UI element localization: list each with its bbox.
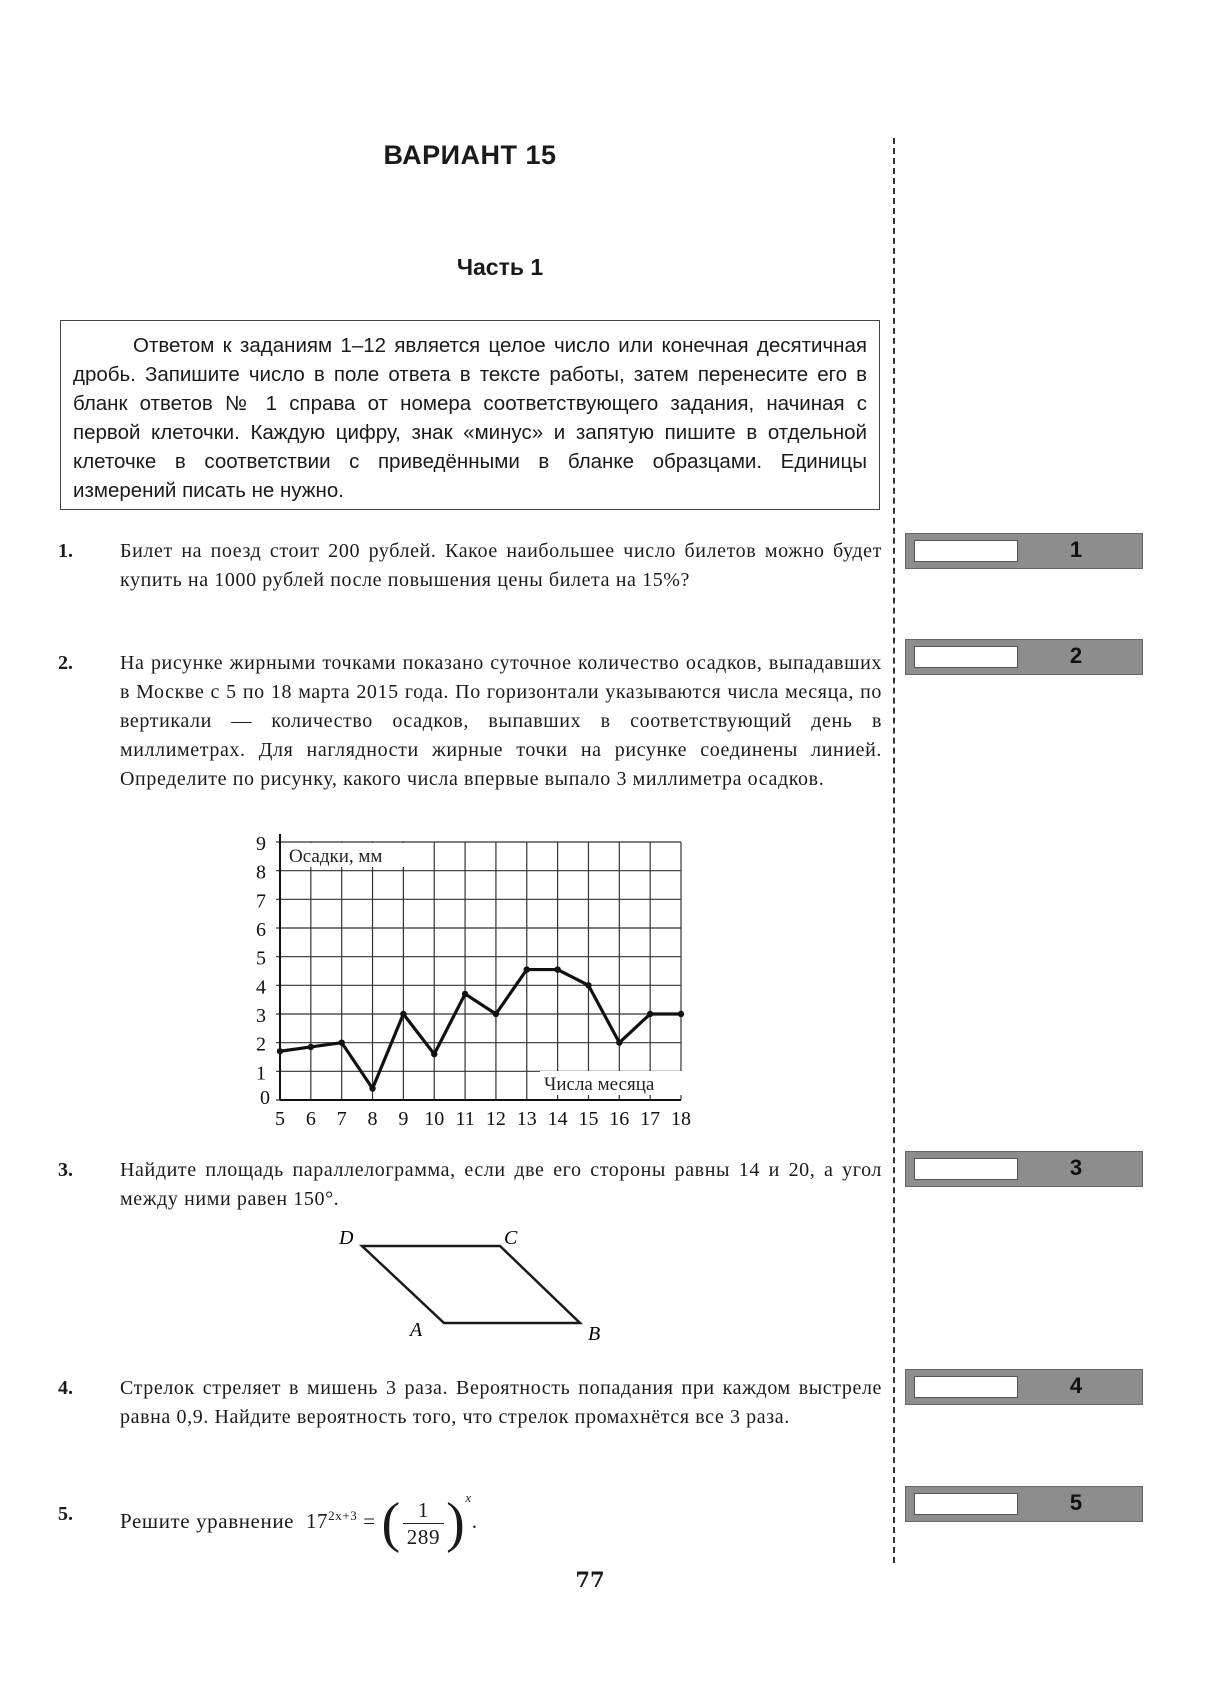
y-tick-label: 8: [256, 861, 266, 884]
task-5-equation: [120, 1490, 478, 1555]
x-tick-label: 12: [485, 1108, 506, 1130]
parallelogram-figure: [330, 1220, 620, 1345]
answer-field-3[interactable]: [914, 1158, 1018, 1180]
x-tick-label: 18: [671, 1108, 691, 1130]
equation-period: .: [471, 1509, 478, 1533]
answer-field-2[interactable]: [914, 646, 1018, 668]
answer-field-5[interactable]: [914, 1493, 1018, 1515]
y-tick-label: 0: [260, 1087, 270, 1109]
part-title: Часть 1: [456, 254, 544, 280]
page-number: 77: [575, 1567, 605, 1592]
task-2-text: На рисунке жирными точками показано суточное количество осадков, выпадавших в Москве с 5 по 18 марта 2015 года. По горизонтали указываются числа месяца, по вертикали — количество осадков, выпавших в соответствующий день в миллиметрах. Для наглядности жирные точки на рисунке соединены линией. Определите по рисунку, какого числа впервые выпало 3 миллиметра осадков.: [120, 652, 882, 790]
vertex-c-label: C: [504, 1227, 518, 1249]
task-4-number: 4.: [58, 1377, 73, 1399]
data-point: [678, 1011, 684, 1017]
data-point: [431, 1051, 437, 1057]
answer-label-1: 1: [1069, 537, 1083, 562]
y-tick-label: 9: [256, 833, 266, 855]
task-2-number: 2.: [58, 652, 73, 674]
equation-base: 17: [305, 1509, 329, 1533]
task-1-number: 1.: [58, 540, 73, 562]
y-tick-label: 4: [256, 976, 266, 999]
y-tick-label: 5: [256, 947, 266, 970]
answer-label-2: 2: [1069, 643, 1083, 668]
answer-box-5: [905, 1486, 1143, 1522]
left-paren: (: [381, 1492, 401, 1555]
precipitation-chart: [230, 830, 700, 1130]
data-point: [277, 1048, 283, 1054]
fraction-denominator: 289: [406, 1524, 441, 1549]
task-5-number: 5.: [58, 1503, 73, 1525]
data-point: [400, 1011, 406, 1017]
y-tick-label: 6: [256, 919, 266, 941]
variant-title: ВАРИАНТ 15: [383, 140, 557, 170]
y-tick-label: 3: [256, 1005, 266, 1027]
x-axis-label: Числа месяца: [544, 1074, 655, 1095]
x-tick-label: 16: [609, 1108, 630, 1130]
y-tick-label: 1: [256, 1062, 266, 1085]
data-point: [462, 991, 468, 997]
rhs-exponent: x: [465, 1490, 472, 1505]
x-tick-label: 9: [398, 1108, 409, 1130]
data-point: [647, 1011, 653, 1017]
task-3-number: 3.: [58, 1159, 73, 1181]
vertex-d-label: D: [339, 1227, 354, 1249]
fraction-numerator: 1: [403, 1497, 444, 1524]
answer-box-3: [905, 1151, 1143, 1187]
task-5-prefix: Решите уравнение: [120, 1509, 295, 1533]
x-tick-label: 11: [455, 1108, 475, 1130]
x-tick-label: 17: [640, 1108, 661, 1130]
x-tick-label: 13: [516, 1108, 537, 1130]
answer-label-5: 5: [1069, 1490, 1083, 1515]
data-point: [554, 966, 560, 972]
vertex-a-label: A: [410, 1319, 423, 1341]
chart-grid: [276, 834, 681, 1100]
data-point: [616, 1039, 622, 1045]
task-4-text: Стрелок стреляет в мишень 3 раза. Вероятность попадания при каждом выстреле равна 0,9. Найдите вероятность того, что стрелок промахнётся все 3 раза.: [120, 1377, 882, 1428]
answer-box-4: [905, 1369, 1143, 1405]
data-point: [585, 982, 591, 988]
data-point: [338, 1039, 344, 1045]
data-point: [524, 966, 530, 972]
equation-exponent: 2x+3: [328, 1508, 358, 1523]
cut-line: [893, 138, 895, 1563]
x-tick-label: 8: [367, 1108, 378, 1130]
data-point: [308, 1044, 314, 1050]
y-tick-label: 2: [256, 1033, 266, 1056]
x-tick-label: 14: [547, 1108, 568, 1130]
answer-box-1: [905, 533, 1143, 569]
task-3-text: Найдите площадь параллелограмма, если две его стороны равны 14 и 20, а угол между ними равен 150°.: [120, 1159, 882, 1210]
right-paren: ): [446, 1492, 466, 1555]
x-tick-label: 10: [424, 1108, 445, 1130]
x-tick-label: 5: [275, 1108, 285, 1130]
answer-label-4: 4: [1069, 1373, 1083, 1398]
equation-fraction: [403, 1497, 444, 1550]
data-point: [369, 1085, 375, 1091]
task-1-text: Билет на поезд стоит 200 рублей. Какое наибольшее число билетов можно будет купить на 1000 рублей после повышения цены билета на 15%?: [120, 540, 882, 591]
data-point: [493, 1011, 499, 1017]
vertex-b-label: B: [588, 1323, 601, 1345]
answer-label-3: 3: [1069, 1155, 1083, 1180]
answer-field-4[interactable]: [914, 1376, 1018, 1398]
x-tick-label: 7: [336, 1108, 347, 1130]
x-tick-label: 6: [305, 1108, 316, 1130]
y-tick-label: 7: [256, 890, 266, 913]
x-tick-label: 15: [578, 1108, 599, 1130]
instructions-box: Ответом к заданиям 1–12 является целое число или конечная десятичная дробь. Запишите число в поле ответа в тексте работы, затем перенесите его в бланк ответов № 1 справа от номера соответствующего задания, начиная с первой клеточки. Каждую цифру, знак «минус» и запятую пишите в отдельной клеточке в соответствии с приведёнными в бланке образцами. Единицы измерений писать не нужно.: [60, 320, 880, 510]
equation-equals: =: [363, 1509, 376, 1533]
answer-box-2: [905, 639, 1143, 675]
y-axis-label: Осадки, мм: [289, 846, 383, 867]
answer-field-1[interactable]: [914, 540, 1018, 562]
parallelogram-shape: [362, 1246, 580, 1323]
precipitation-line: [280, 970, 681, 1089]
